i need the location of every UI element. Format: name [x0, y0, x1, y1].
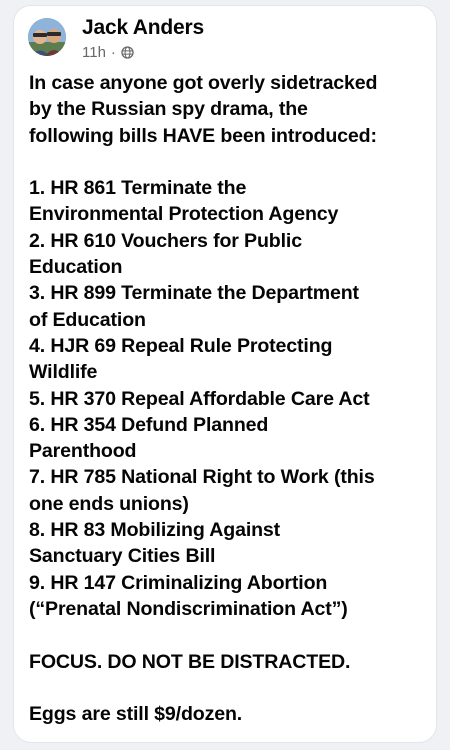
bill-list [29, 175, 427, 622]
globe-icon[interactable] [121, 46, 134, 59]
bill-line: Education [29, 256, 123, 279]
eggs-line: Eggs are still $9/dozen. [29, 703, 243, 726]
post-timestamp[interactable]: 11h [82, 44, 106, 61]
text-line: following bills HAVE been introduced: [29, 124, 377, 147]
bill-line: 4. HJR 69 Repeal Rule Protecting [29, 334, 333, 357]
paragraph-gap [29, 622, 427, 648]
text-line: by the Russian spy drama, the [29, 98, 308, 121]
bill-line: 7. HR 785 National Right to Work (this [29, 466, 375, 489]
post-text [29, 70, 427, 727]
bill-line: 8. HR 83 Mobilizing Against [29, 519, 281, 542]
text-line: In case anyone got overly sidetracked [29, 72, 378, 94]
post-header [28, 16, 424, 60]
bill-line: 6. HR 354 Defund Planned [29, 413, 269, 436]
meta-separator: · [110, 44, 116, 61]
bill-line: of Education [29, 308, 146, 331]
post-intro-paragraph [29, 70, 427, 149]
author-name[interactable]: Jack Anders [82, 16, 204, 39]
bill-line: one ends unions) [29, 492, 189, 515]
bill-line: Wildlife [29, 361, 98, 384]
bill-line: (“Prenatal Nondiscrimination Act”) [29, 597, 348, 620]
focus-line: FOCUS. DO NOT BE DISTRACTED. [29, 650, 351, 673]
focus-paragraph [29, 649, 427, 675]
paragraph-gap [29, 675, 427, 701]
bill-line: 2. HR 610 Vouchers for Public [29, 229, 302, 252]
bill-line: 1. HR 861 Terminate the [29, 177, 247, 200]
post-meta [82, 44, 134, 61]
paragraph-gap [29, 149, 427, 175]
bill-line: 9. HR 147 Criminalizing Abortion [29, 571, 328, 594]
bill-line: 5. HR 370 Repeal Affordable Care Act [29, 387, 370, 410]
bill-line: Environmental Protection Agency [29, 203, 339, 226]
bill-line: Parenthood [29, 440, 137, 463]
author-avatar[interactable] [28, 18, 66, 56]
eggs-paragraph [29, 701, 427, 727]
post-card [13, 5, 437, 743]
bill-line: Sanctuary Cities Bill [29, 545, 216, 568]
avatar-photo-icon [28, 18, 66, 56]
bill-line: 3. HR 899 Terminate the Department [29, 282, 359, 305]
